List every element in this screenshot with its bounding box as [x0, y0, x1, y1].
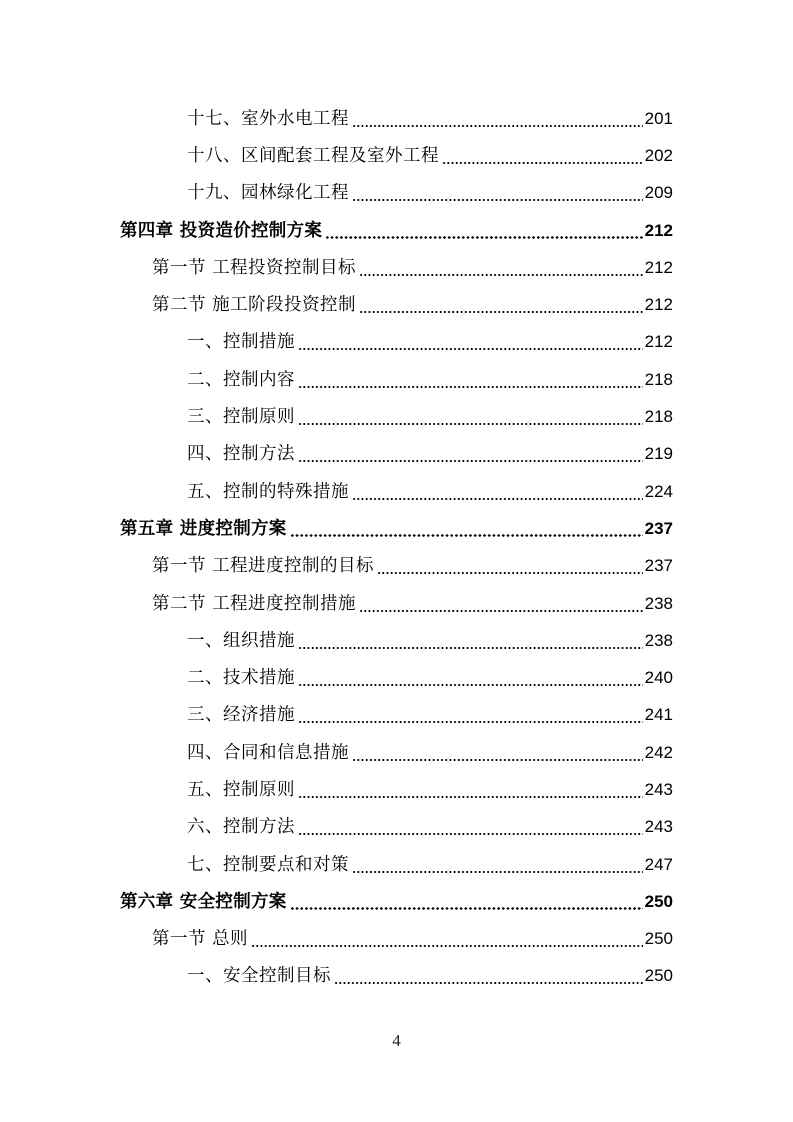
toc-entry-title: 第一节 总则: [152, 929, 249, 950]
toc-dot-leader: [325, 236, 642, 239]
toc-entry-title: 六、控制方法: [187, 817, 295, 838]
toc-dot-leader: [298, 833, 643, 835]
toc-entry-title: 第四章 投资造价控制方案: [120, 220, 323, 241]
toc-dot-leader: [290, 907, 643, 910]
toc-entry[interactable]: [0, 734, 793, 771]
toc-entry-page: 218: [644, 369, 673, 389]
toc-chapter-entry[interactable]: [0, 883, 793, 920]
toc-entry-title: 七、控制要点和对策: [187, 854, 349, 875]
toc-section-entry[interactable]: [0, 286, 793, 323]
toc-entry[interactable]: [0, 398, 793, 435]
toc-entry-page: 212: [644, 295, 673, 315]
toc-dot-leader: [442, 162, 643, 164]
toc-dot-leader: [352, 759, 643, 761]
toc-entry[interactable]: [0, 659, 793, 696]
toc-entry-page: 250: [644, 891, 673, 911]
toc-entry-title: 十八、区间配套工程及室外工程: [187, 145, 439, 166]
toc-section-entry[interactable]: [0, 921, 793, 958]
toc-entry-title: 第二节 施工阶段投资控制: [152, 295, 357, 316]
table-of-contents: [0, 100, 793, 995]
toc-entry[interactable]: [0, 958, 793, 995]
toc-entry-title: 五、控制原则: [187, 779, 295, 800]
toc-entry-page: 243: [644, 779, 673, 799]
toc-entry-title: 二、控制内容: [187, 369, 295, 390]
toc-chapter-entry[interactable]: [0, 510, 793, 547]
toc-entry-title: 三、控制原则: [187, 407, 295, 428]
toc-entry-title: 第五章 进度控制方案: [120, 518, 287, 539]
toc-entry-page: 212: [644, 220, 673, 240]
toc-entry-page: 224: [644, 481, 673, 501]
toc-entry[interactable]: [0, 324, 793, 361]
toc-dot-leader: [359, 311, 643, 313]
toc-entry-page: 250: [644, 966, 673, 986]
toc-entry-title: 第一节 工程投资控制目标: [152, 257, 357, 278]
toc-entry[interactable]: [0, 622, 793, 659]
toc-dot-leader: [377, 572, 643, 574]
toc-entry[interactable]: [0, 100, 793, 137]
toc-dot-leader: [352, 125, 643, 127]
toc-section-entry[interactable]: [0, 585, 793, 622]
toc-entry-page: 219: [644, 444, 673, 464]
toc-entry-title: 十七、室外水电工程: [187, 108, 349, 129]
toc-entry-page: 240: [644, 668, 673, 688]
toc-entry[interactable]: [0, 473, 793, 510]
toc-entry-page: 247: [644, 854, 673, 874]
toc-entry-title: 一、安全控制目标: [187, 966, 331, 987]
toc-entry-title: 四、合同和信息措施: [187, 742, 349, 763]
toc-entry-page: 202: [644, 145, 673, 165]
toc-entry-page: 238: [644, 630, 673, 650]
toc-entry-title: 二、技术措施: [187, 668, 295, 689]
toc-entry-title: 第一节 工程进度控制的目标: [152, 556, 375, 577]
toc-entry[interactable]: [0, 771, 793, 808]
toc-dot-leader: [298, 647, 643, 649]
toc-entry-title: 一、控制措施: [187, 332, 295, 353]
toc-entry-title: 第二节 工程进度控制措施: [152, 593, 357, 614]
toc-entry-page: 212: [644, 257, 673, 277]
page-number: 4: [392, 1031, 401, 1050]
toc-section-entry[interactable]: [0, 548, 793, 585]
toc-entry-title: 三、经济措施: [187, 705, 295, 726]
toc-entry-page: 237: [644, 556, 673, 576]
toc-entry[interactable]: [0, 697, 793, 734]
toc-entry-page: 237: [644, 518, 673, 538]
toc-entry-page: 201: [644, 108, 673, 128]
toc-entry[interactable]: [0, 137, 793, 174]
toc-entry-page: 218: [644, 407, 673, 427]
toc-entry-page: 241: [644, 705, 673, 725]
toc-dot-leader: [359, 610, 643, 612]
toc-dot-leader: [334, 982, 643, 984]
toc-entry-title: 四、控制方法: [187, 444, 295, 465]
toc-dot-leader: [298, 796, 643, 798]
toc-entry[interactable]: [0, 809, 793, 846]
toc-entry-title: 十九、园林绿化工程: [187, 183, 349, 204]
toc-entry-page: 243: [644, 817, 673, 837]
toc-entry[interactable]: [0, 846, 793, 883]
toc-entry-page: 212: [644, 332, 673, 352]
toc-entry-title: 五、控制的特殊措施: [187, 481, 349, 502]
toc-dot-leader: [290, 534, 643, 537]
toc-dot-leader: [352, 871, 643, 873]
toc-dot-leader: [298, 460, 643, 462]
toc-entry-title: 一、组织措施: [187, 630, 295, 651]
toc-entry[interactable]: [0, 436, 793, 473]
toc-entry-page: 209: [644, 183, 673, 203]
toc-chapter-entry[interactable]: [0, 212, 793, 249]
toc-dot-leader: [251, 945, 643, 947]
toc-entry-page: 250: [644, 929, 673, 949]
toc-dot-leader: [298, 423, 643, 425]
toc-section-entry[interactable]: [0, 249, 793, 286]
toc-entry-title: 第六章 安全控制方案: [120, 891, 287, 912]
toc-entry-page: 238: [644, 593, 673, 613]
toc-dot-leader: [298, 386, 643, 388]
toc-dot-leader: [298, 348, 643, 350]
toc-entry-page: 242: [644, 742, 673, 762]
toc-dot-leader: [359, 274, 643, 276]
toc-dot-leader: [298, 684, 643, 686]
toc-dot-leader: [352, 199, 643, 201]
toc-dot-leader: [298, 721, 643, 723]
toc-dot-leader: [352, 498, 643, 500]
toc-entry[interactable]: [0, 361, 793, 398]
toc-entry[interactable]: [0, 175, 793, 212]
